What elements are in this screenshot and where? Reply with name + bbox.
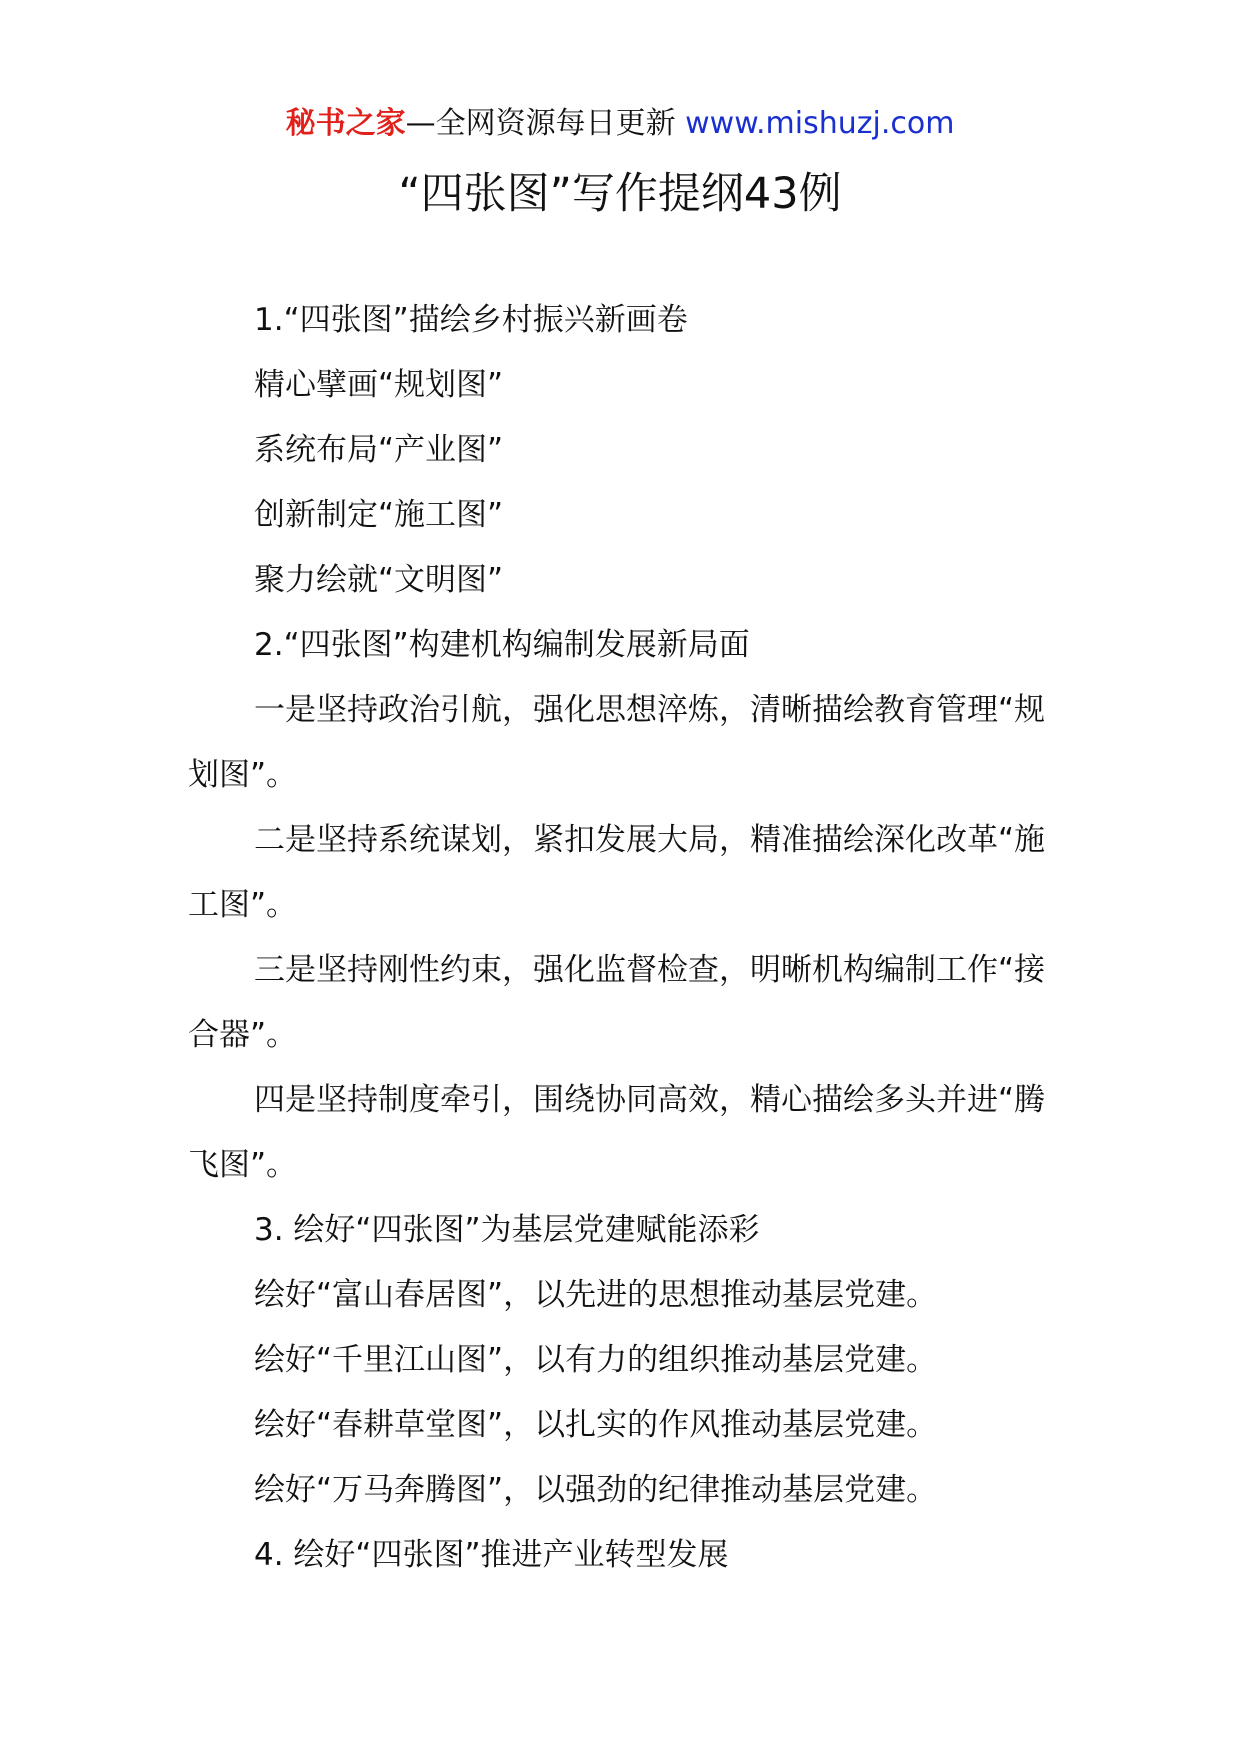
paragraph: 四是坚持制度牵引，围绕协同高效，精心描绘多头并进“腾飞图”。 — [188, 1082, 1046, 1183]
paragraph: 绘好“春耕草堂图”，以扎实的作风推动基层党建。 — [254, 1407, 938, 1443]
document-body — [188, 288, 1058, 1588]
heading-2: 2.“四张图”构建机构编制发展新局面 — [254, 627, 750, 663]
paragraph: 精心擘画“规划图” — [254, 367, 504, 403]
paragraph: 绘好“千里江山图”，以有力的组织推动基层党建。 — [254, 1342, 938, 1378]
heading-3: 3. 绘好“四张图”为基层党建赋能添彩 — [254, 1212, 760, 1248]
heading-1: 1.“四张图”描绘乡村振兴新画卷 — [254, 302, 688, 338]
heading-4: 4. 绘好“四张图”推进产业转型发展 — [254, 1537, 729, 1573]
paragraph: 创新制定“施工图” — [254, 497, 504, 533]
paragraph: 一是坚持政治引航，强化思想淬炼，清晰描绘教育管理“规划图”。 — [188, 692, 1046, 793]
document-title: “四张图”写作提纲43例 — [398, 169, 842, 219]
site-header — [0, 102, 1240, 146]
site-url-link[interactable]: www.mishuzj.com — [685, 106, 955, 141]
paragraph: 绘好“万马奔腾图”，以强劲的纪律推动基层党建。 — [254, 1472, 938, 1508]
paragraph: 系统布局“产业图” — [254, 432, 504, 468]
header-tagline: —全网资源每日更新 — [405, 106, 686, 141]
brand-name: 秘书之家 — [285, 106, 406, 141]
paragraph: 三是坚持刚性约束，强化监督检查，明晰机构编制工作“接合器”。 — [188, 952, 1046, 1053]
paragraph: 二是坚持系统谋划，紧扣发展大局，精准描绘深化改革“施工图”。 — [188, 822, 1046, 923]
paragraph: 聚力绘就“文明图” — [254, 562, 504, 598]
paragraph: 绘好“富山春居图”，以先进的思想推动基层党建。 — [254, 1277, 938, 1313]
